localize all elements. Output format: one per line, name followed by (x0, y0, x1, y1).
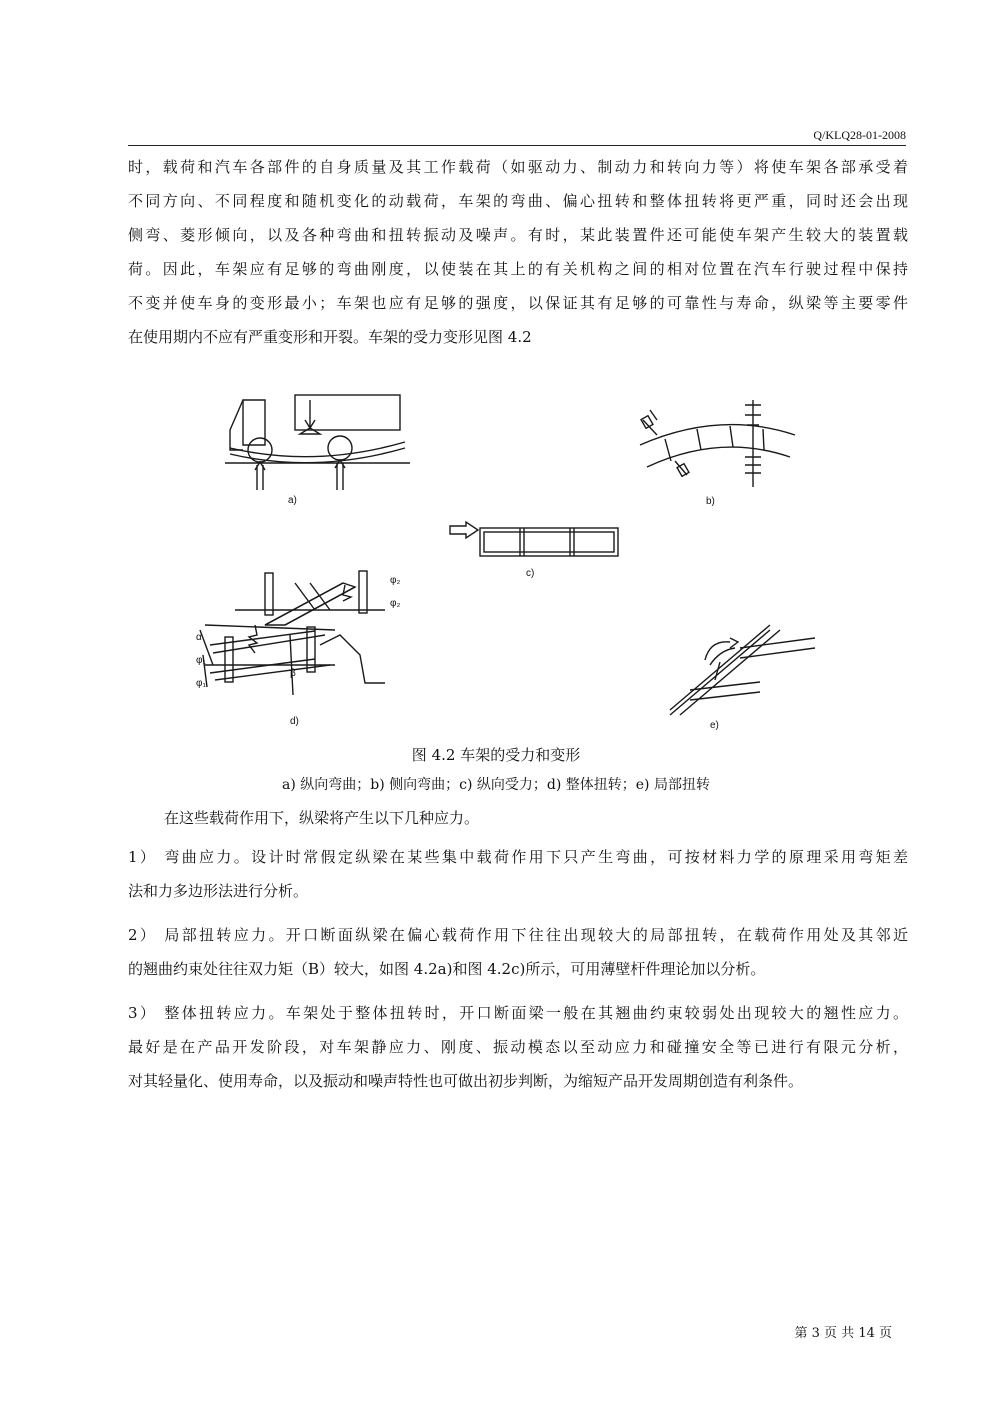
text-line: 荷。因此，车架应有足够的弯曲刚度，以使装在其上的有关机构之间的相对位置在汽车行驶过程中保持 (128, 260, 908, 278)
figure-e-label: e) (710, 720, 719, 731)
header-rule (128, 145, 906, 146)
intro-paragraph (128, 150, 908, 354)
text-line: 侧弯、菱形倾向，以及各种弯曲和扭转振动及噪声。有时，某此装置件还可能使车架产生较大的装置载 (128, 226, 908, 244)
stress-intro (128, 801, 908, 835)
text-line: 3） 整体扭转应力。车架处于整体扭转时，开口断面梁一般在其翘曲约束较弱处出现较大的翘性应力。 (128, 1004, 908, 1022)
text-line: 最好是在产品开发阶段，对车架静应力、刚度、振动模态以至动应力和碰撞安全等已进行有限元分析， (128, 1038, 908, 1056)
header-doc-code: Q/KLQ28-01-2008 (813, 128, 906, 142)
stress-item-3 (128, 996, 908, 1098)
figure-caption: 图 4.2 车架的受力和变形 (411, 746, 581, 764)
figure-d-alpha: α (196, 632, 202, 643)
figure-d-beta: β (290, 668, 296, 679)
figure-d-overall-torsion (195, 565, 395, 715)
figure-a-label: a) (288, 495, 297, 506)
text-line: 在这些载荷作用下，纵梁将产生以下几种应力。 (164, 809, 480, 827)
figure-d-phi2-top: φ₂ (390, 575, 401, 586)
figure-b-lateral-bending (635, 395, 805, 495)
text-line: 时，载荷和汽车各部件的自身质量及其工作载荷（如驱动力、制动力和转向力等）将使车架各部承受着 (128, 158, 908, 176)
figure-e-local-torsion (660, 620, 820, 720)
figure-d-phi1-bottom: φ₁ (196, 678, 206, 689)
figure-subcaption: a) 纵向弯曲；b) 侧向弯曲；c) 纵向受力；d) 整体扭转；e) 局部扭转 (282, 777, 710, 793)
figure-a-longitudinal-bending (225, 390, 415, 500)
text-line: 在使用期内不应有严重变形和开裂。车架的受力变形见图 4.2 (128, 328, 532, 346)
figure-c-label: c) (526, 568, 535, 579)
figure-d-phi2-bottom: φ₂ (390, 598, 401, 609)
figure-d-phi1-top: φ₁ (196, 655, 206, 666)
text-line: 不同方向、不同程度和随机变化的动载荷，车架的弯曲、偏心扭转和整体扭转将更严重，同时还会出现 (128, 192, 908, 210)
figure-c-longitudinal-force (448, 522, 623, 562)
footer-page-info: 第 3 页 共 14 页 (794, 1326, 892, 1341)
figure-d-label: d) (290, 716, 299, 727)
text-line: 法和力多边形法进行分析。 (128, 882, 309, 900)
text-line: 对其轻量化、使用寿命，以及振动和噪声特性也可做出初步判断，为缩短产品开发周期创造有利条件。 (128, 1072, 804, 1090)
text-line: 不变并使车身的变形最小；车架也应有足够的强度，以保证其有足够的可靠性与寿命，纵梁等主要零件 (128, 294, 908, 312)
text-line: 的翘曲约束处往往双力矩（B）较大，如图 4.2a)和图 4.2c)所示，可用薄壁杆件理论加以分析。 (128, 960, 766, 978)
figure-b-label: b) (706, 496, 715, 507)
stress-item-1 (128, 840, 908, 908)
text-line: 1） 弯曲应力。设计时常假定纵梁在某些集中载荷作用下只产生弯曲，可按材料力学的原理采用弯矩差 (128, 848, 908, 866)
stress-item-2 (128, 918, 908, 986)
text-line: 2） 局部扭转应力。开口断面纵梁在偏心载荷作用下往往出现较大的局部扭转，在载荷作用处及其邻近 (128, 926, 908, 944)
